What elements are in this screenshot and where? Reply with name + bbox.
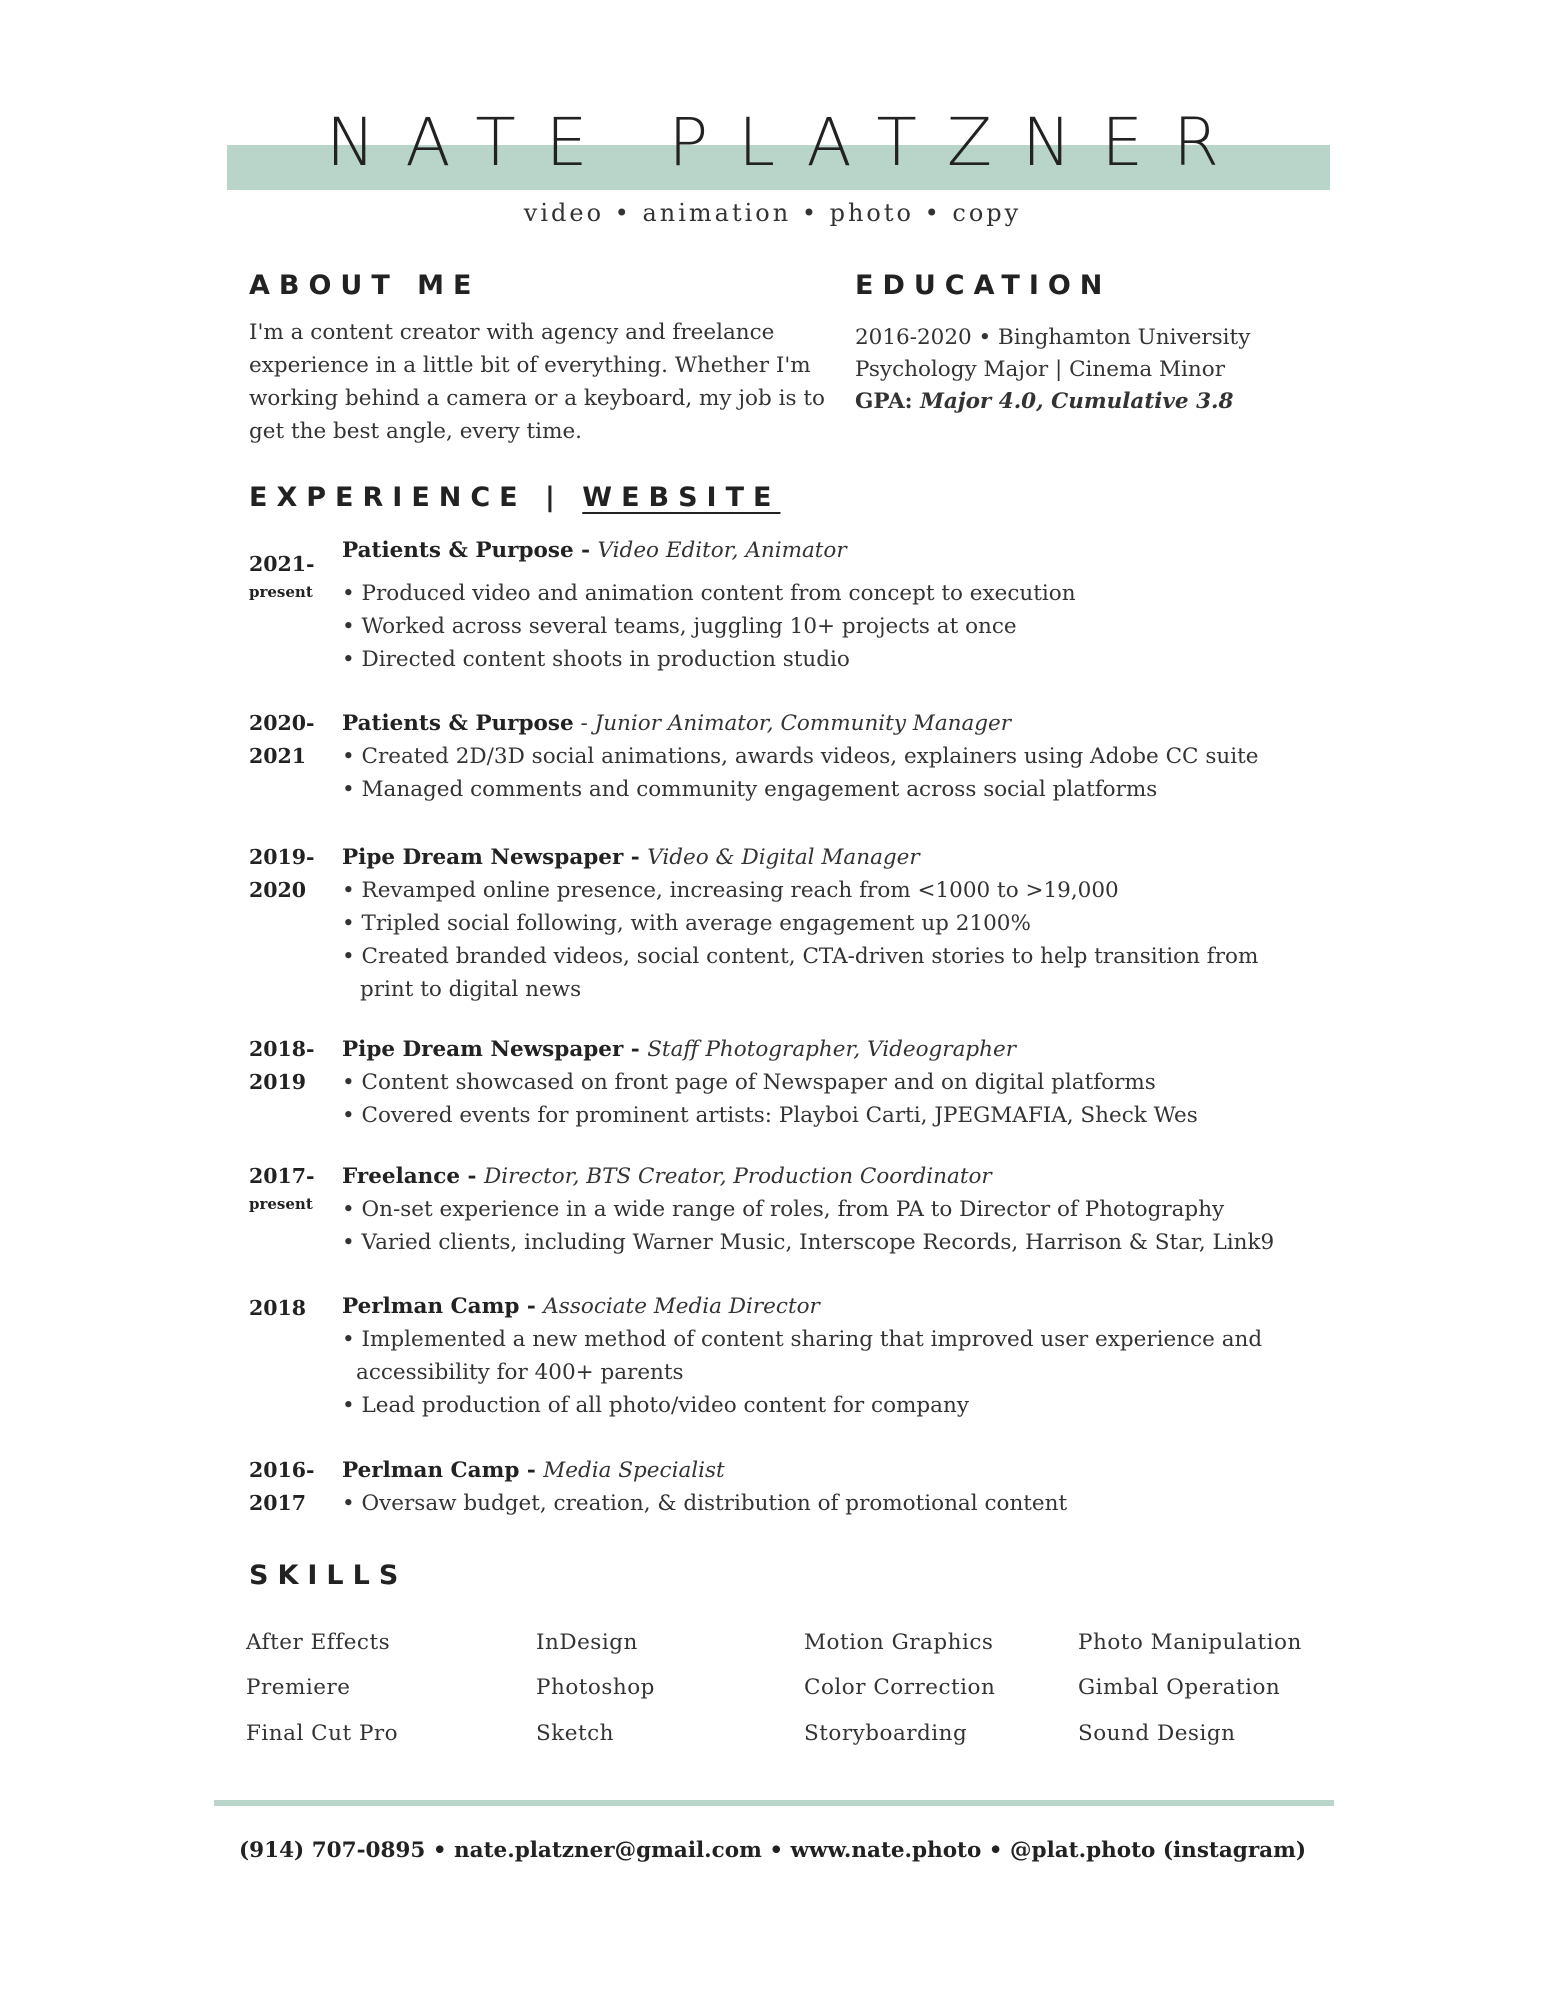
entry-bullet: • Varied clients, including Warner Music, Interscope Records, Harrison & Star, Link9 [342, 1230, 1275, 1255]
entry-org: Patients & Purpose [342, 711, 574, 736]
entry-bullet: • Worked across several teams, juggling 10+ projects at once [342, 614, 1017, 639]
entry-body [342, 1160, 1342, 1259]
contact-line: (914) 707-0895 • nate.platzner@gmail.com • www.nate.photo • @plat.photo (instagram) [238, 1838, 1306, 1863]
entry-date [249, 1033, 315, 1099]
entry-date [249, 548, 315, 603]
entry-date [249, 841, 315, 907]
skill-item: Photo Manipulation [1078, 1630, 1302, 1655]
entry-bullet-continuation: print to digital news [360, 977, 582, 1002]
gpa-value: Major 4.0, Cumulative 3.8 [920, 389, 1234, 414]
skill-item: Storyboarding [804, 1721, 968, 1746]
entry-role: Director, BTS Creator, Production Coordinator [483, 1164, 992, 1189]
tagline: video • animation • photo • copy [523, 199, 1022, 227]
entry-date-start: 2021- [249, 552, 315, 576]
entry-role: Video & Digital Manager [647, 845, 920, 870]
entry-title [342, 1033, 1342, 1066]
website-link[interactable]: WEBSITE [582, 482, 781, 513]
entry-org: Pipe Dream Newspaper - [342, 845, 648, 870]
skill-item: InDesign [536, 1630, 638, 1655]
entry-bullet: • Implemented a new method of content sharing that improved user experience and [342, 1327, 1263, 1352]
education-line-1: 2016-2020 • Binghamton University [855, 325, 1251, 350]
entry-bullet: • Revamped online presence, increasing reach from <1000 to >19,000 [342, 878, 1119, 903]
entry-title [342, 707, 1342, 740]
entry-body [342, 1033, 1342, 1132]
entry-bullet: • Covered events for prominent artists: Playboi Carti, JPEGMAFIA, Sheck Wes [342, 1103, 1198, 1128]
entry-bullet: • Created 2D/3D social animations, awards videos, explainers using Adobe CC suite [342, 744, 1259, 769]
entry-role: Video Editor, Animator [597, 538, 847, 563]
entry-org: Perlman Camp - [342, 1458, 544, 1483]
entry-date-start: 2016- [249, 1458, 315, 1482]
skill-item: Premiere [246, 1675, 351, 1700]
entry-body [342, 1454, 1342, 1520]
skill-item: Photoshop [536, 1675, 655, 1700]
entry-bullet: • Tripled social following, with average engagement up 2100% [342, 911, 1031, 936]
entry-date-end: present [249, 583, 313, 601]
skills-heading: SKILLS [249, 1560, 408, 1591]
skill-item: Sound Design [1078, 1721, 1236, 1746]
entry-title [342, 1160, 1342, 1193]
about-heading: ABOUT ME [249, 270, 481, 301]
entry-body [342, 841, 1342, 1006]
entry-date-start: 2018 [249, 1296, 307, 1320]
skill-item: Color Correction [804, 1675, 996, 1700]
entry-bullet: • Oversaw budget, creation, & distribution of promotional content [342, 1491, 1068, 1516]
entry-date-end: 2020 [249, 878, 307, 902]
skill-item: Sketch [536, 1721, 615, 1746]
entry-date-end: 2019 [249, 1070, 307, 1094]
entry-date-start: 2019- [249, 845, 315, 869]
entry-date [249, 1292, 306, 1325]
entry-org: Freelance - [342, 1164, 484, 1189]
entry-role: - Junior Animator, Community Manager [573, 711, 1012, 736]
footer-divider [214, 1800, 1334, 1806]
entry-title [342, 1454, 1342, 1487]
entry-org: Perlman Camp - [342, 1294, 544, 1319]
entry-body [342, 534, 1342, 676]
skill-item: Final Cut Pro [246, 1721, 399, 1746]
entry-date [249, 1160, 315, 1215]
education-heading: EDUCATION [855, 270, 1112, 301]
experience-heading [249, 482, 780, 513]
entry-bullet: • On-set experience in a wide range of roles, from PA to Director of Photography [342, 1197, 1225, 1222]
education-gpa [855, 386, 1250, 418]
entry-date-end: 2021 [249, 744, 307, 768]
entry-date-start: 2017- [249, 1164, 315, 1188]
entry-bullet: • Managed comments and community engagement across social platforms [342, 777, 1158, 802]
entry-bullet: • Created branded videos, social content, CTA-driven stories to help transition from [342, 944, 1259, 969]
skill-item: After Effects [246, 1630, 391, 1655]
entry-role: Associate Media Director [543, 1294, 820, 1319]
education-block [855, 322, 1250, 418]
skill-item: Gimbal Operation [1078, 1675, 1281, 1700]
about-text: I'm a content creator with agency and freelance experience in a little bit of everything. Whether I'm working behind a camera or a keyboard, my job is to get the best angle, every time. [249, 320, 825, 444]
entry-role: Staff Photographer, Videographer [647, 1037, 1016, 1062]
entry-date-end: 2017 [249, 1491, 307, 1515]
entry-bullet: • Produced video and animation content from concept to execution [342, 581, 1076, 606]
entry-org: Pipe Dream Newspaper - [342, 1037, 648, 1062]
entry-title [342, 841, 1342, 874]
entry-date-start: 2018- [249, 1037, 315, 1061]
entry-title [342, 1290, 1342, 1323]
entry-org: Patients & Purpose - [342, 538, 598, 563]
entry-date [249, 707, 315, 773]
entry-role: Media Specialist [543, 1458, 725, 1483]
education-line-2: Psychology Major | Cinema Minor [855, 357, 1225, 382]
entry-bullet-continuation: accessibility for 400+ parents [356, 1360, 684, 1385]
resume-name: NATE PLATZNER [326, 104, 1249, 181]
entry-body [342, 1290, 1342, 1422]
entry-bullet: • Lead production of all photo/video content for company [342, 1393, 969, 1418]
entry-bullet: • Content showcased on front page of Newspaper and on digital platforms [342, 1070, 1156, 1095]
entry-title [342, 534, 1342, 567]
gpa-label: GPA: [855, 389, 921, 414]
entry-date [249, 1454, 315, 1520]
skill-item: Motion Graphics [804, 1630, 994, 1655]
experience-heading-label: EXPERIENCE | [249, 482, 583, 513]
entry-date-end: present [249, 1195, 313, 1213]
entry-body [342, 707, 1342, 806]
entry-bullet: • Directed content shoots in production studio [342, 647, 850, 672]
entry-date-start: 2020- [249, 711, 315, 735]
